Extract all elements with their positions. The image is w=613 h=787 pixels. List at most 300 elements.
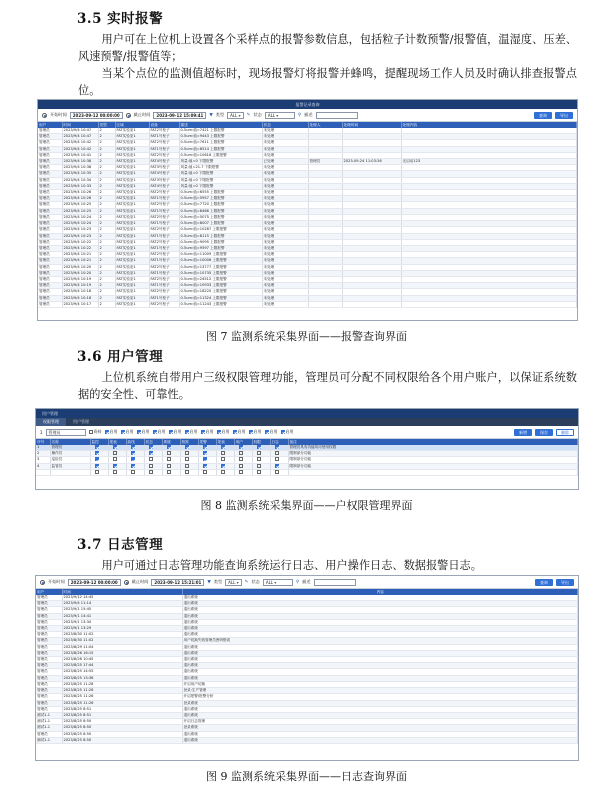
table-cell: 管理员 bbox=[36, 681, 62, 687]
checkbox-icon[interactable] bbox=[131, 445, 135, 449]
tab-users[interactable]: 用户管理 bbox=[73, 419, 89, 424]
end-time-radio[interactable] bbox=[126, 113, 131, 118]
table-cell: FAT实验室1 bbox=[115, 214, 149, 220]
checkbox-icon[interactable] bbox=[113, 451, 117, 455]
checkbox-icon[interactable] bbox=[89, 430, 93, 434]
table-cell: FAT实验室1 bbox=[115, 227, 149, 233]
table-cell: 2023/8/25 8:50 bbox=[62, 731, 182, 737]
log-type-label: 类型 bbox=[213, 579, 223, 584]
table-cell: 管理员 bbox=[36, 731, 62, 737]
log-table bbox=[36, 589, 578, 744]
checkbox-icon[interactable] bbox=[281, 430, 285, 434]
checkbox-icon[interactable] bbox=[153, 430, 157, 434]
checkbox-icon[interactable] bbox=[257, 470, 261, 474]
checkbox-icon[interactable] bbox=[167, 464, 171, 468]
alarm-column-header: 状态 bbox=[262, 122, 308, 128]
checkbox-icon[interactable] bbox=[275, 470, 279, 474]
table-cell: 管理员 bbox=[38, 190, 62, 196]
checkbox-icon[interactable] bbox=[239, 451, 243, 455]
checkbox-icon[interactable] bbox=[113, 445, 117, 449]
table-cell: 管理员 bbox=[38, 140, 62, 146]
log-type-select[interactable]: ALL ▾ bbox=[225, 579, 241, 586]
permission-toggle[interactable] bbox=[233, 429, 246, 435]
checkbox-icon[interactable] bbox=[185, 445, 189, 449]
status-select[interactable]: ALL ▾ bbox=[265, 112, 295, 119]
log-start-radio[interactable] bbox=[40, 580, 45, 585]
table-cell: 2023-09-24 11:03:26 bbox=[342, 159, 401, 165]
checkbox-icon[interactable] bbox=[257, 464, 261, 468]
table-cell: FAT实验室1 bbox=[115, 196, 149, 202]
table-cell: 2 bbox=[98, 301, 115, 307]
permission-label: 启用 bbox=[253, 429, 262, 434]
table-cell: 管理员 bbox=[38, 152, 62, 158]
user-column-header: 备注 bbox=[288, 439, 578, 445]
user-column-header: 权限 bbox=[252, 439, 270, 445]
table-cell: 2 bbox=[98, 146, 115, 152]
checkbox-icon[interactable] bbox=[113, 470, 117, 474]
table-cell: 登录系统 bbox=[182, 700, 578, 706]
permission-cell bbox=[180, 469, 198, 475]
table-cell: 2023/8/25 14:55 bbox=[62, 669, 182, 675]
figure-caption-7: 图 7 监测系统采集界面——报警查询界面 bbox=[206, 330, 407, 343]
save-button[interactable]: 保存 bbox=[535, 429, 553, 436]
table-cell: 管理员 bbox=[36, 613, 62, 619]
table-cell: 2023/9/4 10:42 bbox=[62, 146, 98, 152]
permission-toggle[interactable] bbox=[217, 429, 230, 435]
table-cell: 0.5um:值=11009 上限报警 bbox=[179, 252, 262, 258]
checkbox-icon[interactable] bbox=[239, 464, 243, 468]
table-cell: 未处理 bbox=[262, 177, 308, 183]
table-cell: 未处理 bbox=[262, 239, 308, 245]
checkbox-icon[interactable] bbox=[217, 430, 221, 434]
table-cell: 2023/8/30 11:02 bbox=[62, 638, 182, 644]
table-cell: 2023/8/25 11:26 bbox=[62, 694, 182, 700]
log-keyword-input[interactable] bbox=[314, 579, 356, 586]
table-cell: 2023/9/4 10:18 bbox=[62, 289, 98, 295]
table-cell: 管理员 bbox=[36, 688, 62, 694]
table-cell: 0.5um:值=18220 上限报警 bbox=[179, 289, 262, 295]
export-button[interactable]: 导出 bbox=[555, 112, 573, 119]
table-cell: 未处理 bbox=[262, 152, 308, 158]
table-cell: 退出系统 bbox=[182, 657, 578, 663]
checkbox-icon[interactable] bbox=[221, 457, 225, 461]
permission-toggle[interactable] bbox=[137, 429, 150, 435]
checkbox-icon[interactable] bbox=[185, 451, 189, 455]
checkbox-icon[interactable] bbox=[185, 430, 189, 434]
checkbox-icon[interactable] bbox=[275, 464, 279, 468]
keyword-input[interactable] bbox=[316, 112, 358, 119]
table-cell: 管理员 bbox=[38, 233, 62, 239]
checkbox-icon[interactable] bbox=[95, 470, 99, 474]
table-cell: 未处理 bbox=[262, 140, 308, 146]
user-column-header: 序号 bbox=[36, 439, 50, 445]
checkbox-icon[interactable] bbox=[239, 470, 243, 474]
alarm-column-header: 用户 bbox=[38, 122, 62, 128]
table-cell: 退出系统 bbox=[182, 613, 578, 619]
log-filter-icon: ▼ bbox=[207, 579, 211, 585]
table-cell: 2023/9/4 11:14 bbox=[62, 601, 182, 607]
permission-toggle[interactable] bbox=[249, 429, 262, 435]
checkbox-icon[interactable] bbox=[95, 445, 99, 449]
table-cell: 退出系统 bbox=[182, 619, 578, 625]
table-cell: 2023/9/4 10:25 bbox=[62, 208, 98, 214]
table-cell: 2023/8/25 11:26 bbox=[62, 700, 182, 706]
table-cell: 2023/8/25 8:50 bbox=[62, 719, 182, 725]
table-cell: 2023/8/25 8:50 bbox=[62, 725, 182, 731]
users-tabs bbox=[36, 418, 578, 426]
table-cell: 0.5um:值=9597 上限报警 bbox=[179, 245, 262, 251]
checkbox-icon[interactable] bbox=[203, 470, 207, 474]
table-cell: 退出系统 bbox=[182, 663, 578, 669]
type-select[interactable]: ALL ▾ bbox=[227, 112, 243, 119]
table-cell: 管理员 bbox=[38, 177, 62, 183]
checkbox-icon[interactable] bbox=[203, 445, 207, 449]
log-status-select[interactable]: ALL ▾ bbox=[263, 579, 293, 586]
checkbox-icon[interactable] bbox=[185, 470, 189, 474]
table-cell: 未处理 bbox=[262, 227, 308, 233]
table-cell: FAT3号柜子 bbox=[149, 165, 179, 171]
table-cell: FAT2号柜子 bbox=[149, 264, 179, 270]
table-cell: 0.5um:值=8514 上限报警 bbox=[179, 146, 262, 152]
table-cell: FAT实验室1 bbox=[115, 270, 149, 276]
user-column-header: 用户 bbox=[234, 439, 252, 445]
table-cell: 2023/8/26 10:45 bbox=[62, 657, 182, 663]
checkbox-icon[interactable] bbox=[275, 457, 279, 461]
table-cell: FAT4号柜子 bbox=[149, 159, 179, 165]
table-cell: 未处理 bbox=[262, 196, 308, 202]
log-toolbar bbox=[36, 576, 578, 589]
table-cell: 2023/9/4 10:38 bbox=[62, 159, 98, 165]
alarm-toolbar bbox=[38, 109, 577, 122]
table-cell: 2 bbox=[98, 196, 115, 202]
checkbox-icon[interactable] bbox=[239, 457, 243, 461]
role-name: 管理员 bbox=[50, 445, 90, 451]
table-cell: 2023/9/1 14:41 bbox=[62, 613, 182, 619]
permission-toggle[interactable] bbox=[169, 429, 182, 435]
checkbox-icon[interactable] bbox=[149, 451, 153, 455]
log-end-radio[interactable] bbox=[124, 580, 129, 585]
table-cell: 2023/9/4 10:23 bbox=[62, 227, 98, 233]
checkbox-icon[interactable] bbox=[113, 464, 117, 468]
table-cell: 未处理 bbox=[262, 270, 308, 276]
permission-toggle[interactable] bbox=[265, 429, 278, 435]
permission-label: 启用 bbox=[141, 429, 150, 434]
checkbox-icon[interactable] bbox=[105, 430, 109, 434]
table-cell: 2023/8/29 11:04 bbox=[62, 644, 182, 650]
permission-label: 启用 bbox=[189, 429, 198, 434]
permission-cell bbox=[90, 469, 108, 475]
table-cell: 未处理 bbox=[262, 258, 308, 264]
table-cell: 2 bbox=[98, 270, 115, 276]
table-cell: 0.5um:值=10735 上限报警 bbox=[179, 270, 262, 276]
table-cell: FAT1号柜子 bbox=[149, 208, 179, 214]
permission-toggle[interactable] bbox=[105, 429, 118, 435]
table-cell: 登录系统 bbox=[182, 725, 578, 731]
status-icon: ✎ bbox=[246, 112, 251, 118]
add-button[interactable]: 新增 bbox=[514, 429, 532, 436]
checkbox-icon[interactable] bbox=[167, 445, 171, 449]
checkbox-icon[interactable] bbox=[265, 430, 269, 434]
table-cell: 风量:值=21.7 下限报警 bbox=[179, 165, 262, 171]
log-start-label: 开始时间 bbox=[48, 579, 65, 584]
checkbox-icon[interactable] bbox=[167, 457, 171, 461]
checkbox-icon[interactable] bbox=[221, 470, 225, 474]
table-cell: FAT实验室1 bbox=[115, 202, 149, 208]
permission-label: 资料 bbox=[93, 429, 102, 434]
table-cell: 测试1-1 bbox=[36, 712, 62, 718]
checkbox-icon[interactable] bbox=[169, 430, 173, 434]
table-cell: FAT2号柜子 bbox=[149, 202, 179, 208]
table-cell: 管理员 bbox=[38, 264, 62, 270]
checkbox-icon[interactable] bbox=[221, 451, 225, 455]
table-cell: 退出系统 bbox=[182, 712, 578, 718]
table-cell: 退出系统 bbox=[182, 607, 578, 613]
table-cell: FAT实验室1 bbox=[115, 177, 149, 183]
role-name bbox=[50, 469, 90, 475]
start-time-radio[interactable] bbox=[42, 113, 47, 118]
table-cell: FAT实验室1 bbox=[115, 252, 149, 258]
table-cell: 2 bbox=[98, 221, 115, 227]
start-time-input[interactable]: 2023-09-12 00:00:00 bbox=[70, 112, 123, 119]
table-cell: 0.5um:值=8466 上限报警 bbox=[179, 208, 262, 214]
table-cell: 0.5um:值=8007 上限报警 bbox=[179, 221, 262, 227]
table-cell: 2023/8/25 17:44 bbox=[62, 663, 182, 669]
table-cell: 2023/9/4 10:24 bbox=[62, 214, 98, 220]
table-cell: 未处理 bbox=[262, 183, 308, 189]
checkbox-icon[interactable] bbox=[149, 445, 153, 449]
table-cell: 管理员 bbox=[36, 595, 62, 601]
log-start-input[interactable]: 2023-09-12 00:00:00 bbox=[68, 579, 121, 586]
table-cell: 0.5um:值=7611 上限报警 bbox=[179, 140, 262, 146]
table-cell: FAT实验室1 bbox=[115, 276, 149, 282]
table-cell: 0.5um:值=13777 上限报警 bbox=[179, 264, 262, 270]
table-cell: 2023/9/1 13:29 bbox=[62, 626, 182, 632]
type-label: 类型 bbox=[215, 112, 225, 117]
filter-icon: ▼ bbox=[209, 112, 213, 118]
log-end-input[interactable]: 2023-09-12 15:21:01 bbox=[151, 579, 204, 586]
table-cell: 2 bbox=[98, 227, 115, 233]
table-cell: 0.5um:值=9095 上限报警 bbox=[179, 239, 262, 245]
table-cell: 管理员 bbox=[36, 657, 62, 663]
figure-caption-9: 图 9 监测系统采集界面——日志查询界面 bbox=[206, 770, 407, 783]
checkbox-icon[interactable] bbox=[121, 430, 125, 434]
table-cell: 退出系统 bbox=[182, 644, 578, 650]
permission-toggle[interactable] bbox=[185, 429, 198, 435]
alarm-column-header: 描述 bbox=[179, 122, 262, 128]
table-cell: 2 bbox=[98, 183, 115, 189]
checkbox-icon[interactable] bbox=[221, 445, 225, 449]
permission-cell bbox=[234, 469, 252, 475]
checkbox-icon[interactable] bbox=[131, 457, 135, 461]
table-cell: 未处理 bbox=[262, 208, 308, 214]
table-row[interactable] bbox=[38, 301, 577, 307]
table-cell: FAT实验室1 bbox=[115, 171, 149, 177]
checkbox-icon[interactable] bbox=[95, 464, 99, 468]
table-cell: FAT2号柜子 bbox=[149, 289, 179, 295]
user-column-header: 校准 bbox=[180, 439, 198, 445]
permission-label: 启用 bbox=[285, 429, 294, 434]
checkbox-icon[interactable] bbox=[221, 464, 225, 468]
logs-paragraph-1: 用户可通过日志管理功能查询系统运行日志、用户操作日志、数据报警日志。 bbox=[101, 559, 482, 572]
checkbox-icon[interactable] bbox=[185, 457, 189, 461]
tab-permission[interactable]: 权限管理 bbox=[36, 418, 66, 426]
table-cell: 2023/8/25 11:28 bbox=[62, 681, 182, 687]
table-cell: 风量:值=0 下限报警 bbox=[179, 183, 262, 189]
log-query-button[interactable]: 查询 bbox=[535, 579, 553, 586]
user-column-header: 状态 bbox=[144, 439, 162, 445]
table-cell: 0.5um:值=7720 上限报警 bbox=[179, 202, 262, 208]
table-cell: FAT实验室1 bbox=[115, 146, 149, 152]
table-cell: 未处理 bbox=[262, 276, 308, 282]
log-query-screenshot bbox=[35, 575, 579, 761]
table-cell: FAT1号柜子 bbox=[149, 245, 179, 251]
table-cell: 0.5um:值=5075 上限报警 bbox=[179, 214, 262, 220]
alarm-column-header: 区域 bbox=[115, 122, 149, 128]
users-window-title: 用户管理 bbox=[36, 409, 578, 418]
table-cell: FAT1号柜子 bbox=[149, 146, 179, 152]
table-cell: FAT实验室1 bbox=[115, 239, 149, 245]
checkbox-icon[interactable] bbox=[201, 430, 205, 434]
table-cell: 2023/9/4 10:21 bbox=[62, 258, 98, 264]
table-cell: 风量:值=0 下限报警 bbox=[179, 159, 262, 165]
table-cell: FAT实验室1 bbox=[115, 233, 149, 239]
table-cell: 管理员 bbox=[36, 675, 62, 681]
checkbox-icon[interactable] bbox=[137, 430, 141, 434]
table-cell: 退出系统 bbox=[182, 706, 578, 712]
log-keyword-label: 描述 bbox=[302, 579, 311, 584]
table-cell: 测试1-1 bbox=[36, 737, 62, 743]
table-cell: 退出系统 bbox=[182, 675, 578, 681]
checkbox-icon[interactable] bbox=[203, 451, 207, 455]
table-cell: FAT实验室1 bbox=[115, 134, 149, 140]
checkbox-icon[interactable] bbox=[167, 451, 171, 455]
table-cell: FAT实验室1 bbox=[115, 264, 149, 270]
table-cell: 管理员 bbox=[38, 128, 62, 134]
table-cell: FAT实验室1 bbox=[115, 221, 149, 227]
checkbox-icon[interactable] bbox=[185, 464, 189, 468]
alarm-column-header: 设备 bbox=[149, 122, 179, 128]
user-column-header: 监控 bbox=[90, 439, 108, 445]
checkbox-icon[interactable] bbox=[239, 445, 243, 449]
row-number: 4 bbox=[36, 463, 50, 469]
checkbox-icon[interactable] bbox=[95, 451, 99, 455]
table-cell: 未处理 bbox=[262, 295, 308, 301]
table-cell: 管理员 bbox=[38, 283, 62, 289]
permission-toggle[interactable] bbox=[201, 429, 214, 435]
table-cell: FAT4号柜子 bbox=[149, 183, 179, 189]
checkbox-icon[interactable] bbox=[275, 445, 279, 449]
user-name-input[interactable]: 管理员 bbox=[46, 429, 86, 436]
table-cell: 风量:值=0 下限报警 bbox=[179, 171, 262, 177]
table-cell: 0.5um:值=24512 上限报警 bbox=[179, 276, 262, 282]
checkbox-icon[interactable] bbox=[233, 430, 237, 434]
permission-label: 启用 bbox=[157, 429, 166, 434]
table-cell: 管理员 bbox=[36, 601, 62, 607]
checkbox-icon[interactable] bbox=[131, 464, 135, 468]
table-cell: 2 bbox=[98, 276, 115, 282]
table-cell: 2 bbox=[98, 190, 115, 196]
query-button[interactable]: 查询 bbox=[534, 112, 552, 119]
users-toolbar bbox=[36, 426, 578, 439]
checkbox-icon[interactable] bbox=[167, 470, 171, 474]
table-cell: FAT实验室1 bbox=[115, 283, 149, 289]
table-cell: 2023/9/4 10:41 bbox=[62, 152, 98, 158]
table-row[interactable] bbox=[36, 737, 578, 743]
table-cell: FAT2号柜子 bbox=[149, 152, 179, 158]
checkbox-icon[interactable] bbox=[249, 430, 253, 434]
checkbox-icon[interactable] bbox=[149, 464, 153, 468]
table-cell: 无启动123 bbox=[401, 159, 577, 165]
alarm-window-title: 报警记录查询 bbox=[38, 100, 577, 109]
checkbox-icon[interactable] bbox=[149, 470, 153, 474]
table-row[interactable] bbox=[36, 469, 578, 475]
table-cell: 开启用户切换 bbox=[182, 681, 578, 687]
table-cell: FAT2号柜子 bbox=[149, 227, 179, 233]
checkbox-icon[interactable] bbox=[275, 451, 279, 455]
section-title-logs: 3.7 日志管理 bbox=[77, 537, 164, 553]
checkbox-icon[interactable] bbox=[131, 451, 135, 455]
role-note bbox=[288, 469, 578, 475]
checkbox-icon[interactable] bbox=[257, 457, 261, 461]
table-cell: 管理员 bbox=[38, 301, 62, 307]
delete-button[interactable]: 删除 bbox=[556, 429, 574, 436]
table-cell: 管理员 bbox=[36, 663, 62, 669]
permission-toggle[interactable] bbox=[121, 429, 134, 435]
checkbox-icon[interactable] bbox=[257, 445, 261, 449]
end-time-label: 截止时间 bbox=[133, 112, 151, 117]
permission-label: 启用 bbox=[109, 429, 118, 434]
role-name: 监管员 bbox=[50, 463, 90, 469]
table-cell bbox=[308, 301, 342, 307]
checkbox-icon[interactable] bbox=[149, 457, 153, 461]
log-export-button[interactable]: 导出 bbox=[556, 579, 574, 586]
table-cell: 管理员 bbox=[38, 252, 62, 258]
table-cell: 未处理 bbox=[262, 214, 308, 220]
log-column-header: 时间 bbox=[62, 589, 182, 595]
row-number: 2 bbox=[36, 451, 50, 457]
table-cell: 管理员 bbox=[38, 270, 62, 276]
table-cell: 2023/9/4 10:42 bbox=[62, 140, 98, 146]
checkbox-icon[interactable] bbox=[131, 470, 135, 474]
table-cell: 管理员 bbox=[38, 289, 62, 295]
table-cell: 2 bbox=[98, 233, 115, 239]
table-cell: 2023/9/4 10:22 bbox=[62, 245, 98, 251]
table-cell: 2 bbox=[98, 283, 115, 289]
permission-cell bbox=[216, 469, 234, 475]
table-cell: 退出系统 bbox=[182, 601, 578, 607]
table-cell: 用户切换失败管理员密码错误 bbox=[182, 638, 578, 644]
checkbox-icon[interactable] bbox=[203, 457, 207, 461]
table-cell: FAT实验室1 bbox=[115, 245, 149, 251]
table-cell: 开启日志管理 bbox=[182, 719, 578, 725]
checkbox-icon[interactable] bbox=[95, 457, 99, 461]
role-note: 限制部分功能 bbox=[288, 451, 578, 457]
permission-toggle[interactable] bbox=[153, 429, 166, 435]
table-cell: 0.5um:值=6555 上限报警 bbox=[179, 190, 262, 196]
table-cell: 2023/9/4 10:47 bbox=[62, 128, 98, 134]
table-cell: 2023/9/4 10:35 bbox=[62, 171, 98, 177]
table-cell: 管理员 bbox=[38, 276, 62, 282]
table-cell: 2 bbox=[98, 152, 115, 158]
end-time-input[interactable]: 2023-09-12 15:09:41 bbox=[153, 112, 206, 119]
checkbox-icon[interactable] bbox=[203, 464, 207, 468]
role-name: 巡检员 bbox=[50, 457, 90, 463]
table-cell: 2 bbox=[98, 128, 115, 134]
checkbox-icon[interactable] bbox=[257, 451, 261, 455]
permission-toggle[interactable] bbox=[89, 429, 102, 435]
permission-toggle[interactable] bbox=[281, 429, 294, 435]
checkbox-icon[interactable] bbox=[113, 457, 117, 461]
